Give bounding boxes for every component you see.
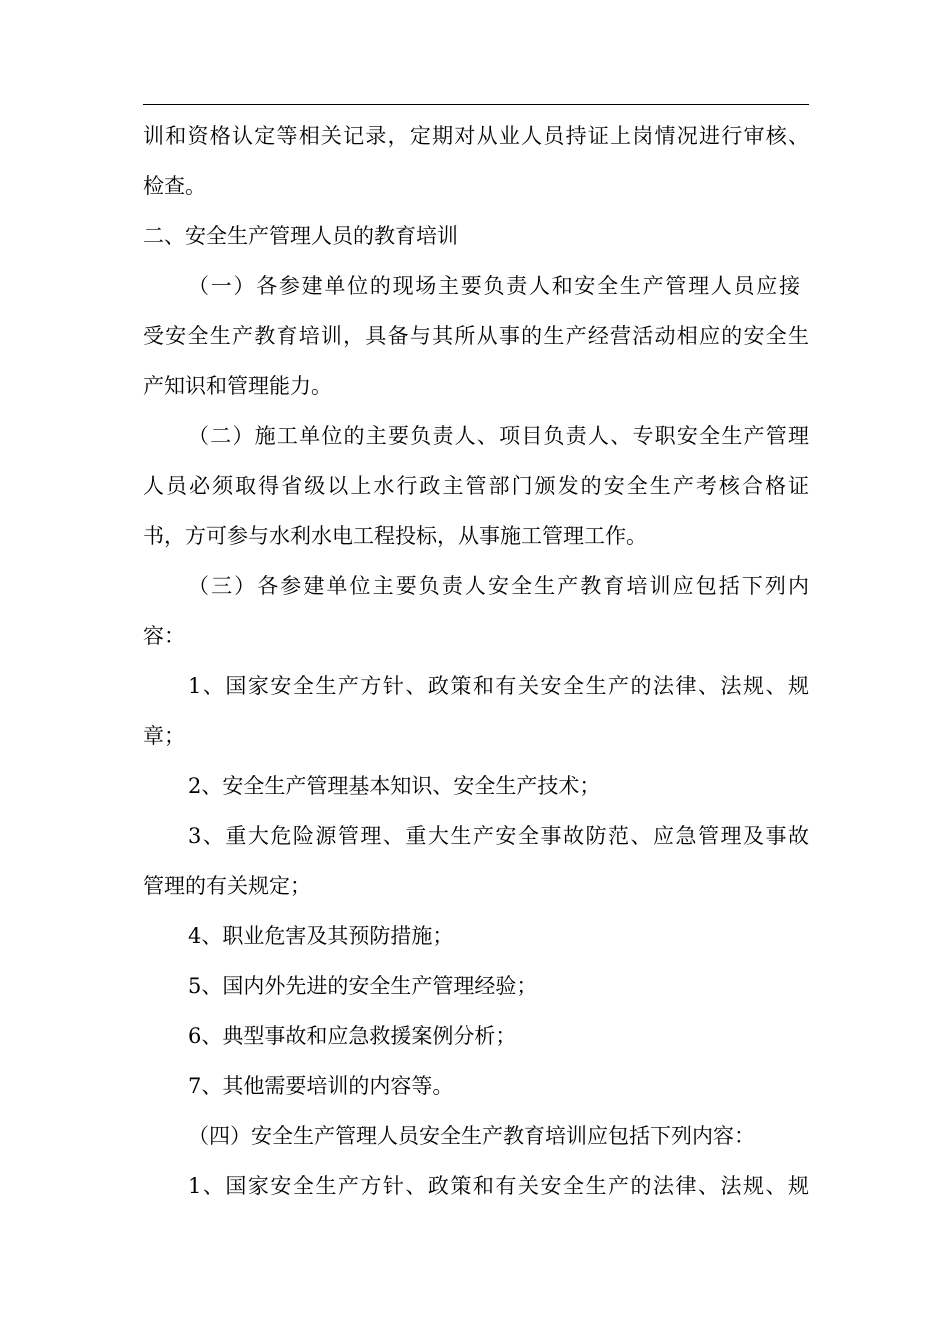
text-line: 章； xyxy=(143,724,185,748)
text-line: 受安全生产教育培训，具备与其所从事的生产经营活动相应的安全生 xyxy=(143,324,809,348)
list-item: 2、安全生产管理基本知识、安全生产技术； xyxy=(188,774,601,798)
text-line: 容： xyxy=(143,624,185,648)
text-line: 产知识和管理能力。 xyxy=(143,374,332,398)
text-line: 管理的有关规定； xyxy=(143,874,311,898)
list-item: 7、其他需要培训的内容等。 xyxy=(188,1074,454,1098)
header-rule xyxy=(143,104,809,105)
list-item: 3、重大危险源管理、重大生产安全事故防范、应急管理及事故 xyxy=(188,824,809,848)
text-line: （二）施工单位的主要负责人、项目负责人、专职安全生产管理 xyxy=(188,424,809,448)
text-line: 训和资格认定等相关记录，定期对从业人员持证上岗情况进行审核、 xyxy=(143,124,809,148)
text-line: 书，方可参与水利水电工程投标，从事施工管理工作。 xyxy=(143,524,647,548)
text-line: 人员必须取得省级以上水行政主管部门颁发的安全生产考核合格证 xyxy=(143,474,809,498)
text-line: （四）安全生产管理人员安全生产教育培训应包括下列内容： xyxy=(188,1124,755,1148)
list-item: 4、职业危害及其预防措施； xyxy=(188,924,454,948)
section-heading: 二、安全生产管理人员的教育培训 xyxy=(143,224,458,248)
list-item: 1、国家安全生产方针、政策和有关安全生产的法律、法规、规 xyxy=(188,674,809,698)
text-line: 检查。 xyxy=(143,174,206,198)
list-item: 1、国家安全生产方针、政策和有关安全生产的法律、法规、规 xyxy=(188,1174,809,1198)
text-line: （一）各参建单位的现场主要负责人和安全生产管理人员应接 xyxy=(188,274,800,298)
text-line: （三）各参建单位主要负责人安全生产教育培训应包括下列内 xyxy=(188,574,809,598)
list-item: 6、典型事故和应急救援案例分析； xyxy=(188,1024,517,1048)
list-item: 5、国内外先进的安全生产管理经验； xyxy=(188,974,538,998)
